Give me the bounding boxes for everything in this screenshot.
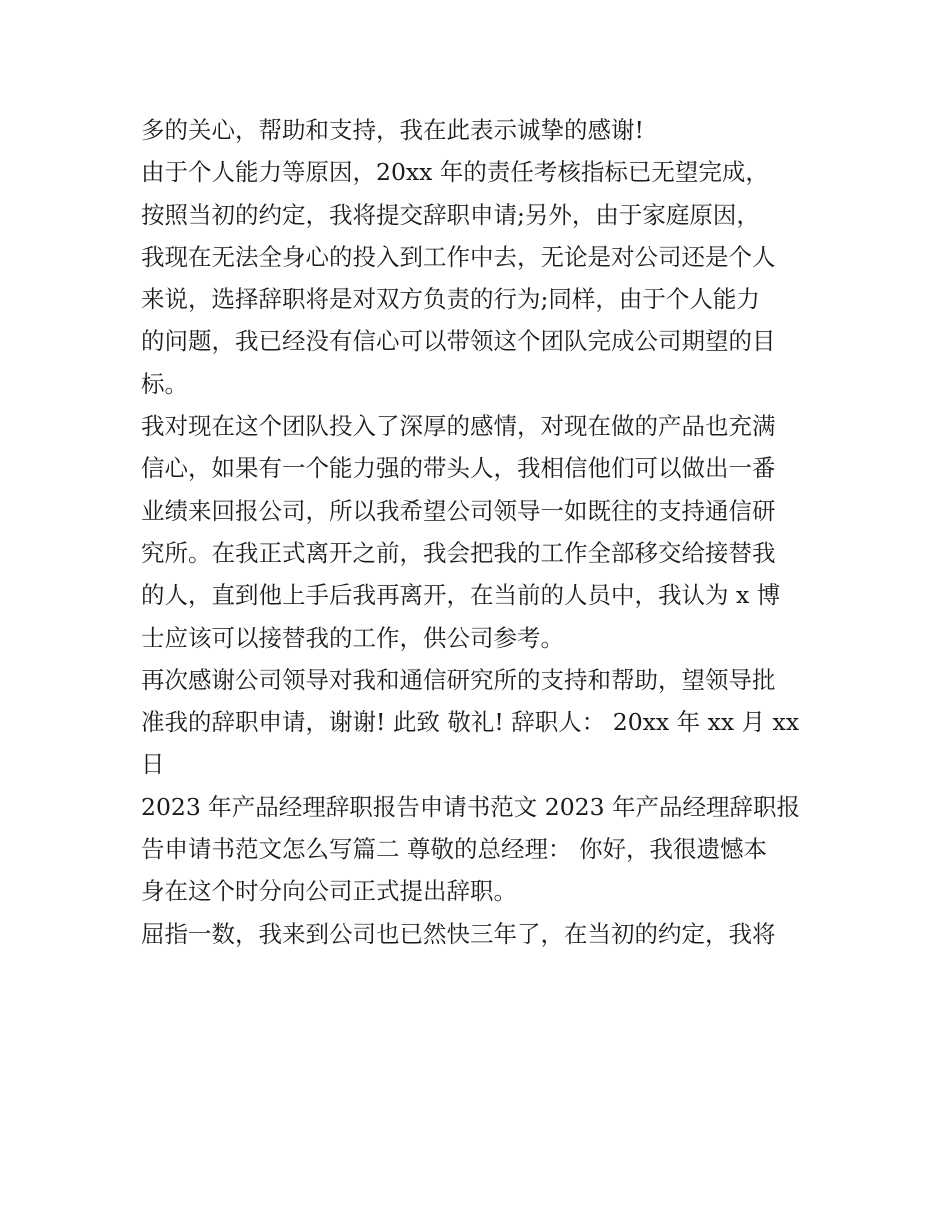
text-line: 按照当初的约定，我将提交辞职申请;另外，由于家庭原因， <box>141 200 760 229</box>
text-line: 多的关心，帮助和支持，我在此表示诚挚的感谢! <box>141 116 644 144</box>
text-line: 业绩来回报公司，所以我希望公司领导一如既往的支持通信研 <box>141 496 776 525</box>
text-line: 2023 年产品经理辞职报告申请书范文 2023 年产品经理辞职报 <box>141 792 801 821</box>
text-line: 信心，如果有一个能力强的带头人，我相信他们可以做出一番 <box>141 454 776 483</box>
text-line: 标。 <box>141 369 188 398</box>
text-line: 来说，选择辞职将是对双方负责的行为;同样，由于个人能力 <box>141 285 760 314</box>
text-line: 告申请书范文怎么写篇二 尊敬的总经理： 你好，我很遗憾本 <box>141 835 767 864</box>
document-body <box>141 109 816 955</box>
text-line: 的问题，我已经没有信心可以带领这个团队完成公司期望的目 <box>141 327 776 356</box>
text-line: 屈指一数，我来到公司也已然快三年了，在当初的约定，我将 <box>141 919 776 948</box>
text-line: 准我的辞职申请，谢谢! 此致 敬礼! 辞职人： 20xx 年 xx 月 xx <box>141 708 800 737</box>
text-line: 我现在无法全身心的投入到工作中去，无论是对公司还是个人 <box>141 242 776 271</box>
text-line: 我对现在这个团队投入了深厚的感情，对现在做的产品也充满 <box>141 412 776 441</box>
text-line: 再次感谢公司领导对我和通信研究所的支持和帮助，望领导批 <box>141 665 776 694</box>
text-line: 究所。在我正式离开之前，我会把我的工作全部移交给接替我 <box>141 538 776 567</box>
text-line: 由于个人能力等原因，20xx 年的责任考核指标已无望完成， <box>141 158 769 187</box>
text-line: 身在这个时分向公司正式提出辞职。 <box>141 877 517 906</box>
text-line: 日 <box>141 750 165 779</box>
text-line: 的人，直到他上手后我再离开，在当前的人员中，我认为 x 博 <box>141 581 781 610</box>
text-line: 士应该可以接替我的工作，供公司参考。 <box>141 623 564 652</box>
